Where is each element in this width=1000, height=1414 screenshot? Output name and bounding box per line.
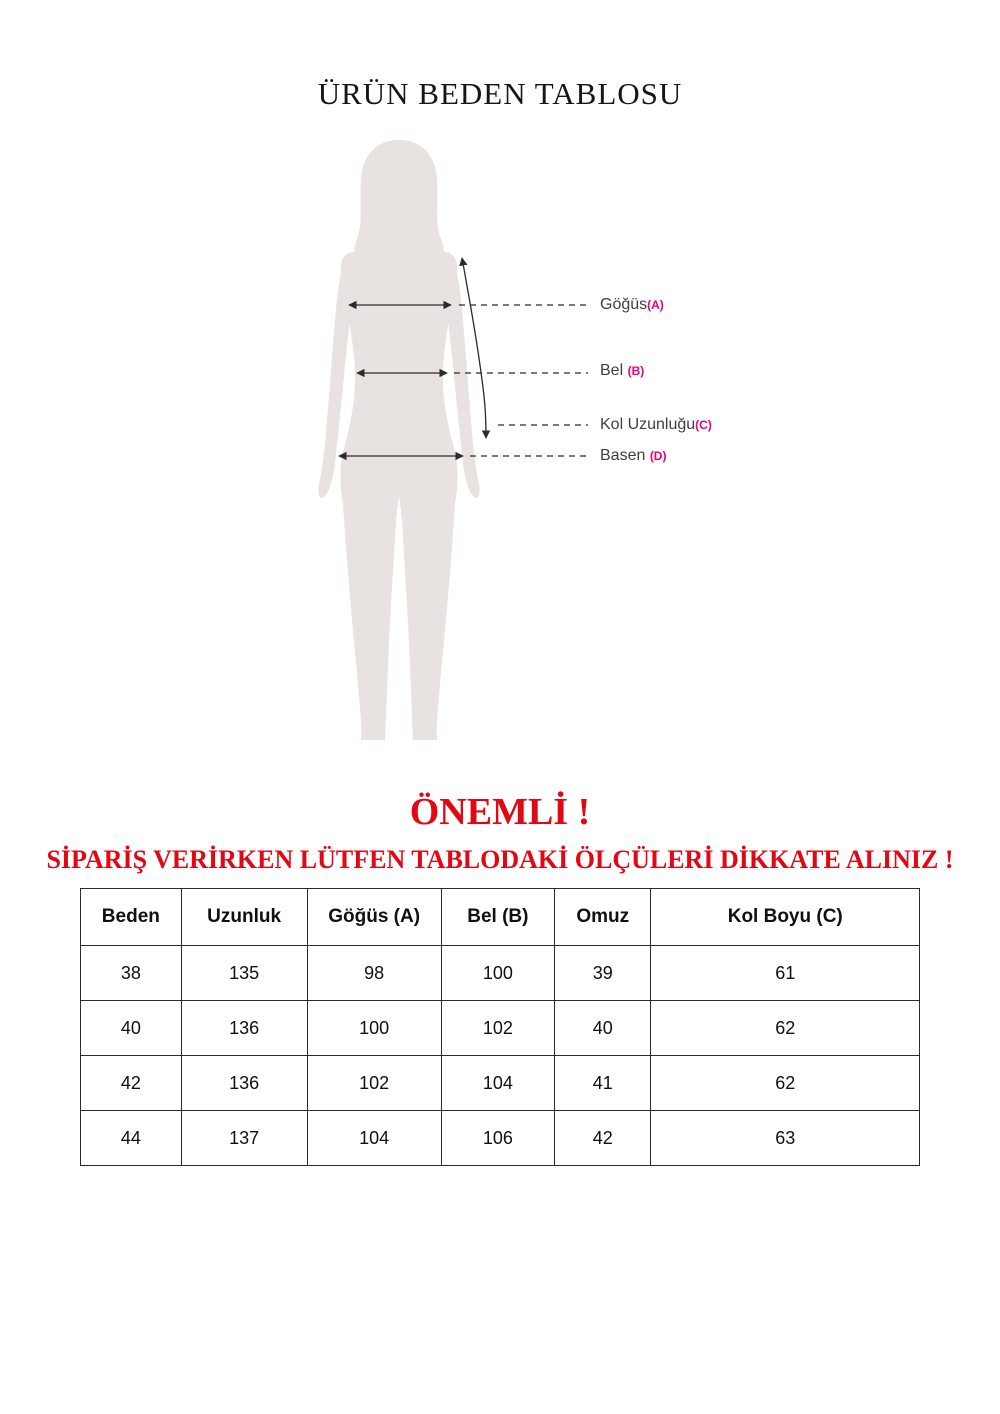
table-cell: 63 <box>651 1111 920 1166</box>
table-cell: 41 <box>555 1056 651 1111</box>
measure-label-chest-text: Göğüs <box>600 296 648 313</box>
table-cell: 61 <box>651 946 920 1001</box>
size-table-header-row <box>81 889 920 946</box>
table-cell: 62 <box>651 1001 920 1056</box>
measure-label-waist <box>600 362 644 380</box>
measure-label-hip-letter: (D) <box>649 449 667 463</box>
table-cell: 136 <box>181 1056 307 1111</box>
measure-label-arm-length-text: Kol Uzunluğu <box>600 416 696 433</box>
table-row <box>81 946 920 1001</box>
table-cell: 42 <box>555 1111 651 1166</box>
header-cell-kol-boyu: Kol Boyu (C) <box>651 889 920 946</box>
table-cell: 40 <box>81 1001 182 1056</box>
silhouette-torso-legs <box>341 247 458 740</box>
table-cell: 44 <box>81 1111 182 1166</box>
measure-label-arm-length-letter: (C) <box>695 418 712 432</box>
table-cell: 100 <box>441 946 554 1001</box>
table-cell: 38 <box>81 946 182 1001</box>
measure-label-waist-letter: (B) <box>627 364 645 378</box>
page-title: ÜRÜN BEDEN TABLOSU <box>317 76 683 111</box>
table-cell: 39 <box>555 946 651 1001</box>
table-cell: 104 <box>307 1111 441 1166</box>
measure-label-chest <box>600 296 664 314</box>
table-cell: 62 <box>651 1056 920 1111</box>
header-cell-bel: Bel (B) <box>441 889 554 946</box>
table-cell: 104 <box>441 1056 554 1111</box>
header-cell-gogus: Göğüs (A) <box>307 889 441 946</box>
table-cell: 106 <box>441 1111 554 1166</box>
size-table <box>80 888 920 1166</box>
measure-label-waist-text: Bel <box>600 362 628 379</box>
table-cell: 136 <box>181 1001 307 1056</box>
measure-label-chest-letter: (A) <box>647 298 664 312</box>
table-cell: 100 <box>307 1001 441 1056</box>
important-heading: ÖNEMLİ ! <box>409 791 591 833</box>
body-silhouette-image <box>293 138 505 746</box>
table-row <box>81 1001 920 1056</box>
measure-label-arm-length <box>600 416 712 434</box>
table-cell: 102 <box>441 1001 554 1056</box>
table-cell: 137 <box>181 1111 307 1166</box>
header-cell-beden: Beden <box>81 889 182 946</box>
measure-label-hip-text: Basen <box>600 447 650 464</box>
table-cell: 40 <box>555 1001 651 1056</box>
table-row <box>81 1111 920 1166</box>
measure-label-hip <box>600 447 666 465</box>
table-cell: 42 <box>81 1056 182 1111</box>
table-cell: 135 <box>181 946 307 1001</box>
table-row <box>81 1056 920 1111</box>
header-cell-omuz: Omuz <box>555 889 651 946</box>
table-cell: 102 <box>307 1056 441 1111</box>
header-cell-uzunluk: Uzunluk <box>181 889 307 946</box>
notice-warning-text: SİPARİŞ VERİRKEN LÜTFEN TABLODAKİ ÖLÇÜLERİ DİKKATE ALINIZ ! <box>46 845 954 874</box>
table-cell: 98 <box>307 946 441 1001</box>
